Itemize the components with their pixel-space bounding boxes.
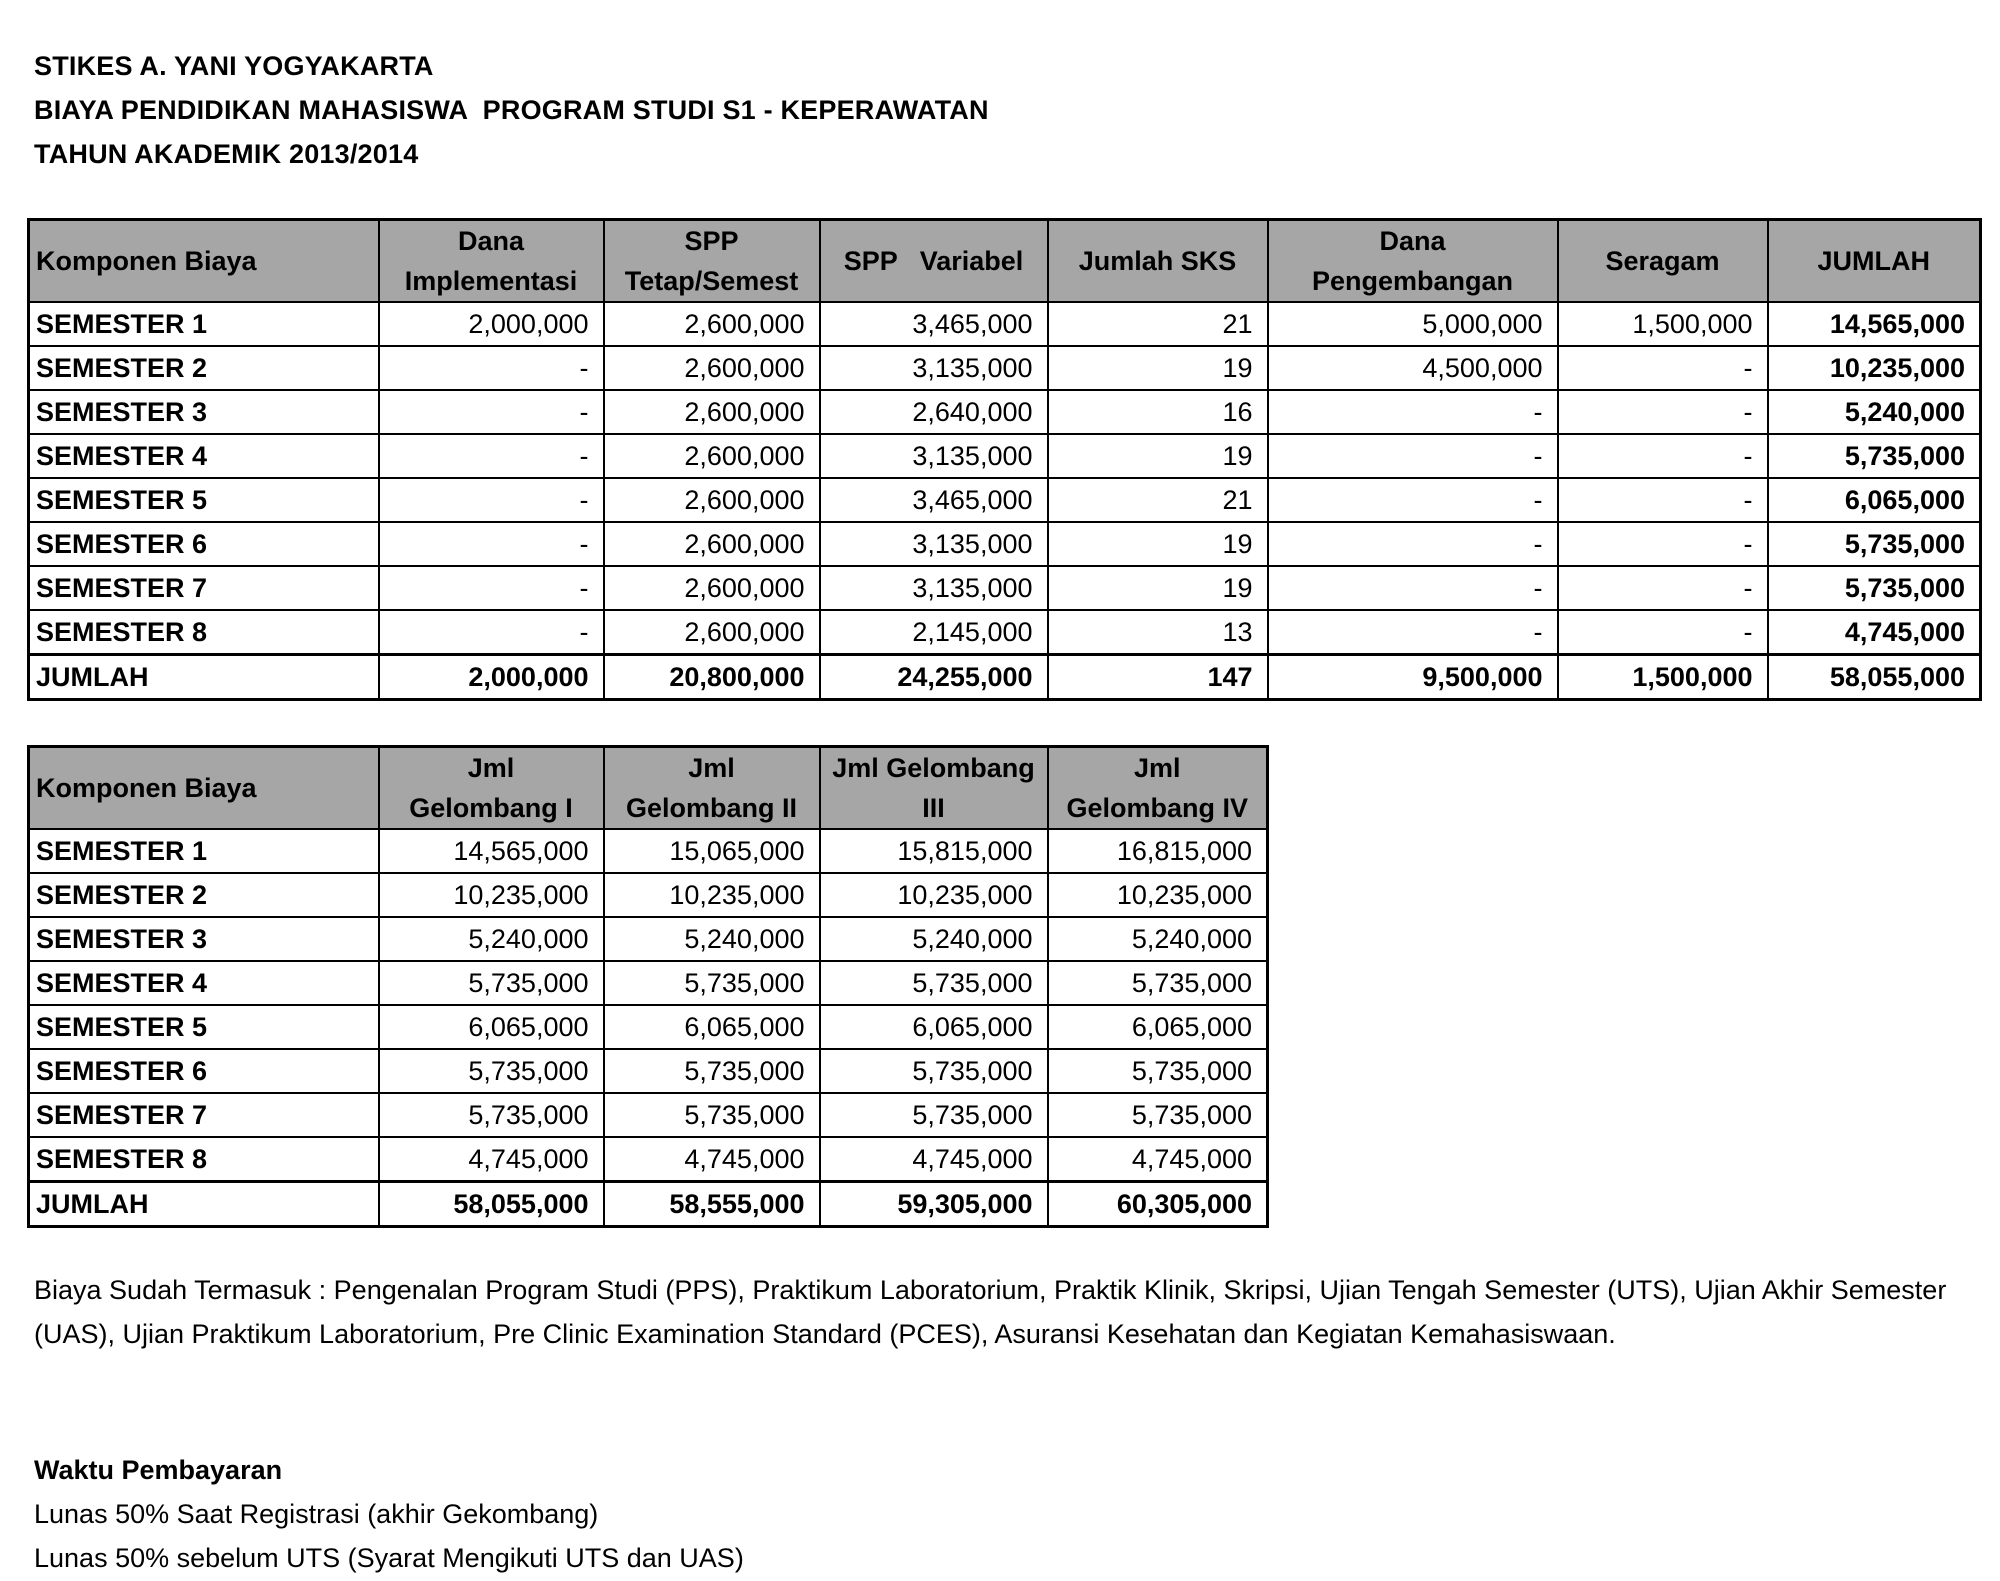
col-header-spp-variabel: SPP Variabel (820, 220, 1048, 303)
table-cell: - (1558, 522, 1768, 566)
table-cell: - (379, 522, 604, 566)
table-cell: 4,745,000 (604, 1137, 820, 1182)
table-cell: 5,735,000 (820, 1049, 1048, 1093)
table-cell: - (379, 346, 604, 390)
table-cell: 16,815,000 (1048, 829, 1268, 873)
table-cell: 2,600,000 (604, 346, 820, 390)
table-row (29, 566, 1981, 610)
table-cell: 2,600,000 (604, 434, 820, 478)
col-header-jumlah-sks: Jumlah SKS (1048, 220, 1268, 303)
fee-table-gelombang (27, 745, 1269, 1228)
table-cell: 5,735,000 (379, 961, 604, 1005)
fee-table-main (27, 218, 1982, 701)
table-cell: 10,235,000 (1048, 873, 1268, 917)
table-cell: - (1268, 434, 1558, 478)
table-cell: - (1558, 390, 1768, 434)
table-cell: 147 (1048, 655, 1268, 700)
table-cell: 5,240,000 (379, 917, 604, 961)
row-label: SEMESTER 1 (29, 302, 379, 346)
table-cell: 58,055,000 (379, 1182, 604, 1227)
table-cell: 13 (1048, 610, 1268, 655)
row-label: SEMESTER 7 (29, 566, 379, 610)
table-cell: 5,735,000 (1048, 1049, 1268, 1093)
table-cell: 2,640,000 (820, 390, 1048, 434)
table-row (29, 1005, 1268, 1049)
table-cell: 6,065,000 (604, 1005, 820, 1049)
table-cell: 1,500,000 (1558, 302, 1768, 346)
table-cell: 3,135,000 (820, 566, 1048, 610)
table-cell: - (1268, 478, 1558, 522)
payment-heading: Waktu Pembayaran (34, 1455, 283, 1485)
table-cell: - (379, 390, 604, 434)
table-cell: 6,065,000 (1048, 1005, 1268, 1049)
table-cell: 5,735,000 (1048, 1093, 1268, 1137)
table-cell: 19 (1048, 566, 1268, 610)
col-header-dana-pengembangan: Dana Pengembangan (1268, 220, 1558, 303)
table-cell: 21 (1048, 302, 1268, 346)
program-title: BIAYA PENDIDIKAN MAHASISWA PROGRAM STUDI S1 - KEPERAWATAN (34, 95, 989, 125)
table-cell: 2,600,000 (604, 522, 820, 566)
row-label: SEMESTER 4 (29, 434, 379, 478)
table-cell: 5,240,000 (820, 917, 1048, 961)
table-cell: 4,745,000 (820, 1137, 1048, 1182)
table-cell: 5,735,000 (1768, 566, 1981, 610)
table-row (29, 434, 1981, 478)
row-label: JUMLAH (29, 1182, 379, 1227)
table-cell: 3,135,000 (820, 346, 1048, 390)
table-cell: 2,600,000 (604, 302, 820, 346)
table-row (29, 1049, 1268, 1093)
table-cell: 2,000,000 (379, 655, 604, 700)
table-cell: - (1558, 610, 1768, 655)
col-header-komponen: Komponen Biaya (29, 220, 379, 303)
table-cell: - (379, 566, 604, 610)
total-row (29, 1182, 1268, 1227)
table-cell: 2,600,000 (604, 478, 820, 522)
table-row (29, 522, 1981, 566)
table-cell: 4,745,000 (1768, 610, 1981, 655)
row-label: SEMESTER 3 (29, 917, 379, 961)
table-cell: 4,745,000 (1048, 1137, 1268, 1182)
table-cell: 2,600,000 (604, 566, 820, 610)
document-header (34, 44, 989, 176)
row-label: SEMESTER 2 (29, 346, 379, 390)
table-cell: 24,255,000 (820, 655, 1048, 700)
table-cell: 58,055,000 (1768, 655, 1981, 700)
included-costs-note: Biaya Sudah Termasuk : Pengenalan Program Studi (PPS), Praktikum Laboratorium, Praktik Klinik, Skripsi, Ujian Tengah Semester (UTS), Ujian Akhir Semester (UAS), Ujian Praktikum Laboratorium, Pre Clinic Examination Standard (PCES), Asuransi Kesehatan dan Kegiatan Kemahasiswaan. (34, 1275, 1947, 1349)
table-header-row (29, 747, 1268, 830)
table-cell: 14,565,000 (379, 829, 604, 873)
table-cell: 3,135,000 (820, 434, 1048, 478)
table-cell: 2,600,000 (604, 610, 820, 655)
col-header-dana-implementasi: Dana Implementasi (379, 220, 604, 303)
table-header-row (29, 220, 1981, 303)
table-cell: 5,240,000 (1768, 390, 1981, 434)
table-row (29, 917, 1268, 961)
table-cell: 15,815,000 (820, 829, 1048, 873)
table-cell: 16 (1048, 390, 1268, 434)
table-cell: 60,305,000 (1048, 1182, 1268, 1227)
table-row (29, 478, 1981, 522)
row-label: SEMESTER 2 (29, 873, 379, 917)
table-cell: 5,240,000 (604, 917, 820, 961)
table-cell: 5,735,000 (820, 1093, 1048, 1137)
table-cell: 5,735,000 (1768, 522, 1981, 566)
table-cell: - (1268, 522, 1558, 566)
row-label: SEMESTER 8 (29, 1137, 379, 1182)
table-row (29, 390, 1981, 434)
table-cell: 10,235,000 (820, 873, 1048, 917)
table-cell: 20,800,000 (604, 655, 820, 700)
table-cell: 2,145,000 (820, 610, 1048, 655)
table-cell: 10,235,000 (1768, 346, 1981, 390)
table-cell: 3,135,000 (820, 522, 1048, 566)
table-cell: 5,000,000 (1268, 302, 1558, 346)
table-cell: 3,465,000 (820, 302, 1048, 346)
table-cell: 5,240,000 (1048, 917, 1268, 961)
table-cell: 9,500,000 (1268, 655, 1558, 700)
table-cell: 19 (1048, 522, 1268, 566)
table-cell: 2,600,000 (604, 390, 820, 434)
col-header-gelombang-3: Jml Gelombang III (820, 747, 1048, 830)
table-cell: 6,065,000 (820, 1005, 1048, 1049)
table-cell: 10,235,000 (604, 873, 820, 917)
col-header-gelombang-1: Jml Gelombang I (379, 747, 604, 830)
col-header-gelombang-2: Jml Gelombang II (604, 747, 820, 830)
table-cell: 59,305,000 (820, 1182, 1048, 1227)
table-cell: 14,565,000 (1768, 302, 1981, 346)
table-cell: 5,735,000 (1048, 961, 1268, 1005)
table-row (29, 1137, 1268, 1182)
total-row (29, 655, 1981, 700)
table-cell: 19 (1048, 434, 1268, 478)
row-label: SEMESTER 6 (29, 1049, 379, 1093)
table-cell: - (1558, 434, 1768, 478)
payment-line-2: Lunas 50% sebelum UTS (Syarat Mengikuti UTS dan UAS) (34, 1543, 744, 1573)
table-row (29, 829, 1268, 873)
row-label: SEMESTER 4 (29, 961, 379, 1005)
table-cell: 5,735,000 (1768, 434, 1981, 478)
row-label: SEMESTER 3 (29, 390, 379, 434)
row-label: SEMESTER 8 (29, 610, 379, 655)
col-header-seragam: Seragam (1558, 220, 1768, 303)
table-cell: - (1558, 566, 1768, 610)
table-cell: - (379, 478, 604, 522)
table-cell: - (379, 434, 604, 478)
col-header-komponen: Komponen Biaya (29, 747, 379, 830)
table-cell: 5,735,000 (379, 1049, 604, 1093)
table-cell: 3,465,000 (820, 478, 1048, 522)
table-cell: 5,735,000 (820, 961, 1048, 1005)
row-label: SEMESTER 6 (29, 522, 379, 566)
row-label: SEMESTER 5 (29, 1005, 379, 1049)
table-row (29, 961, 1268, 1005)
table-cell: 6,065,000 (379, 1005, 604, 1049)
table-row (29, 873, 1268, 917)
row-label: SEMESTER 1 (29, 829, 379, 873)
table-cell: - (379, 610, 604, 655)
payment-section (34, 1448, 744, 1580)
table-cell: 5,735,000 (604, 1049, 820, 1093)
table-cell: 6,065,000 (1768, 478, 1981, 522)
table-cell: 5,735,000 (604, 961, 820, 1005)
payment-line-1: Lunas 50% Saat Registrasi (akhir Gekombang) (34, 1499, 599, 1529)
row-label: JUMLAH (29, 655, 379, 700)
table-cell: - (1558, 478, 1768, 522)
row-label: SEMESTER 5 (29, 478, 379, 522)
table-cell: - (1268, 390, 1558, 434)
table-cell: 2,000,000 (379, 302, 604, 346)
table-cell: 15,065,000 (604, 829, 820, 873)
table-cell: 10,235,000 (379, 873, 604, 917)
table-row (29, 346, 1981, 390)
table-cell: 58,555,000 (604, 1182, 820, 1227)
table-cell: 19 (1048, 346, 1268, 390)
table-row (29, 302, 1981, 346)
table-cell: 4,745,000 (379, 1137, 604, 1182)
col-header-jumlah: JUMLAH (1768, 220, 1981, 303)
institution-title: STIKES A. YANI YOGYAKARTA (34, 51, 434, 81)
table-cell: 1,500,000 (1558, 655, 1768, 700)
table-row (29, 610, 1981, 655)
table-cell: - (1558, 346, 1768, 390)
table-cell: - (1268, 566, 1558, 610)
table-cell: - (1268, 610, 1558, 655)
table-row (29, 1093, 1268, 1137)
table-cell: 5,735,000 (379, 1093, 604, 1137)
table-cell: 5,735,000 (604, 1093, 820, 1137)
table-cell: 21 (1048, 478, 1268, 522)
row-label: SEMESTER 7 (29, 1093, 379, 1137)
table-cell: 4,500,000 (1268, 346, 1558, 390)
col-header-gelombang-4: Jml Gelombang IV (1048, 747, 1268, 830)
academic-year-title: TAHUN AKADEMIK 2013/2014 (34, 139, 419, 169)
col-header-spp-tetap: SPP Tetap/Semest (604, 220, 820, 303)
